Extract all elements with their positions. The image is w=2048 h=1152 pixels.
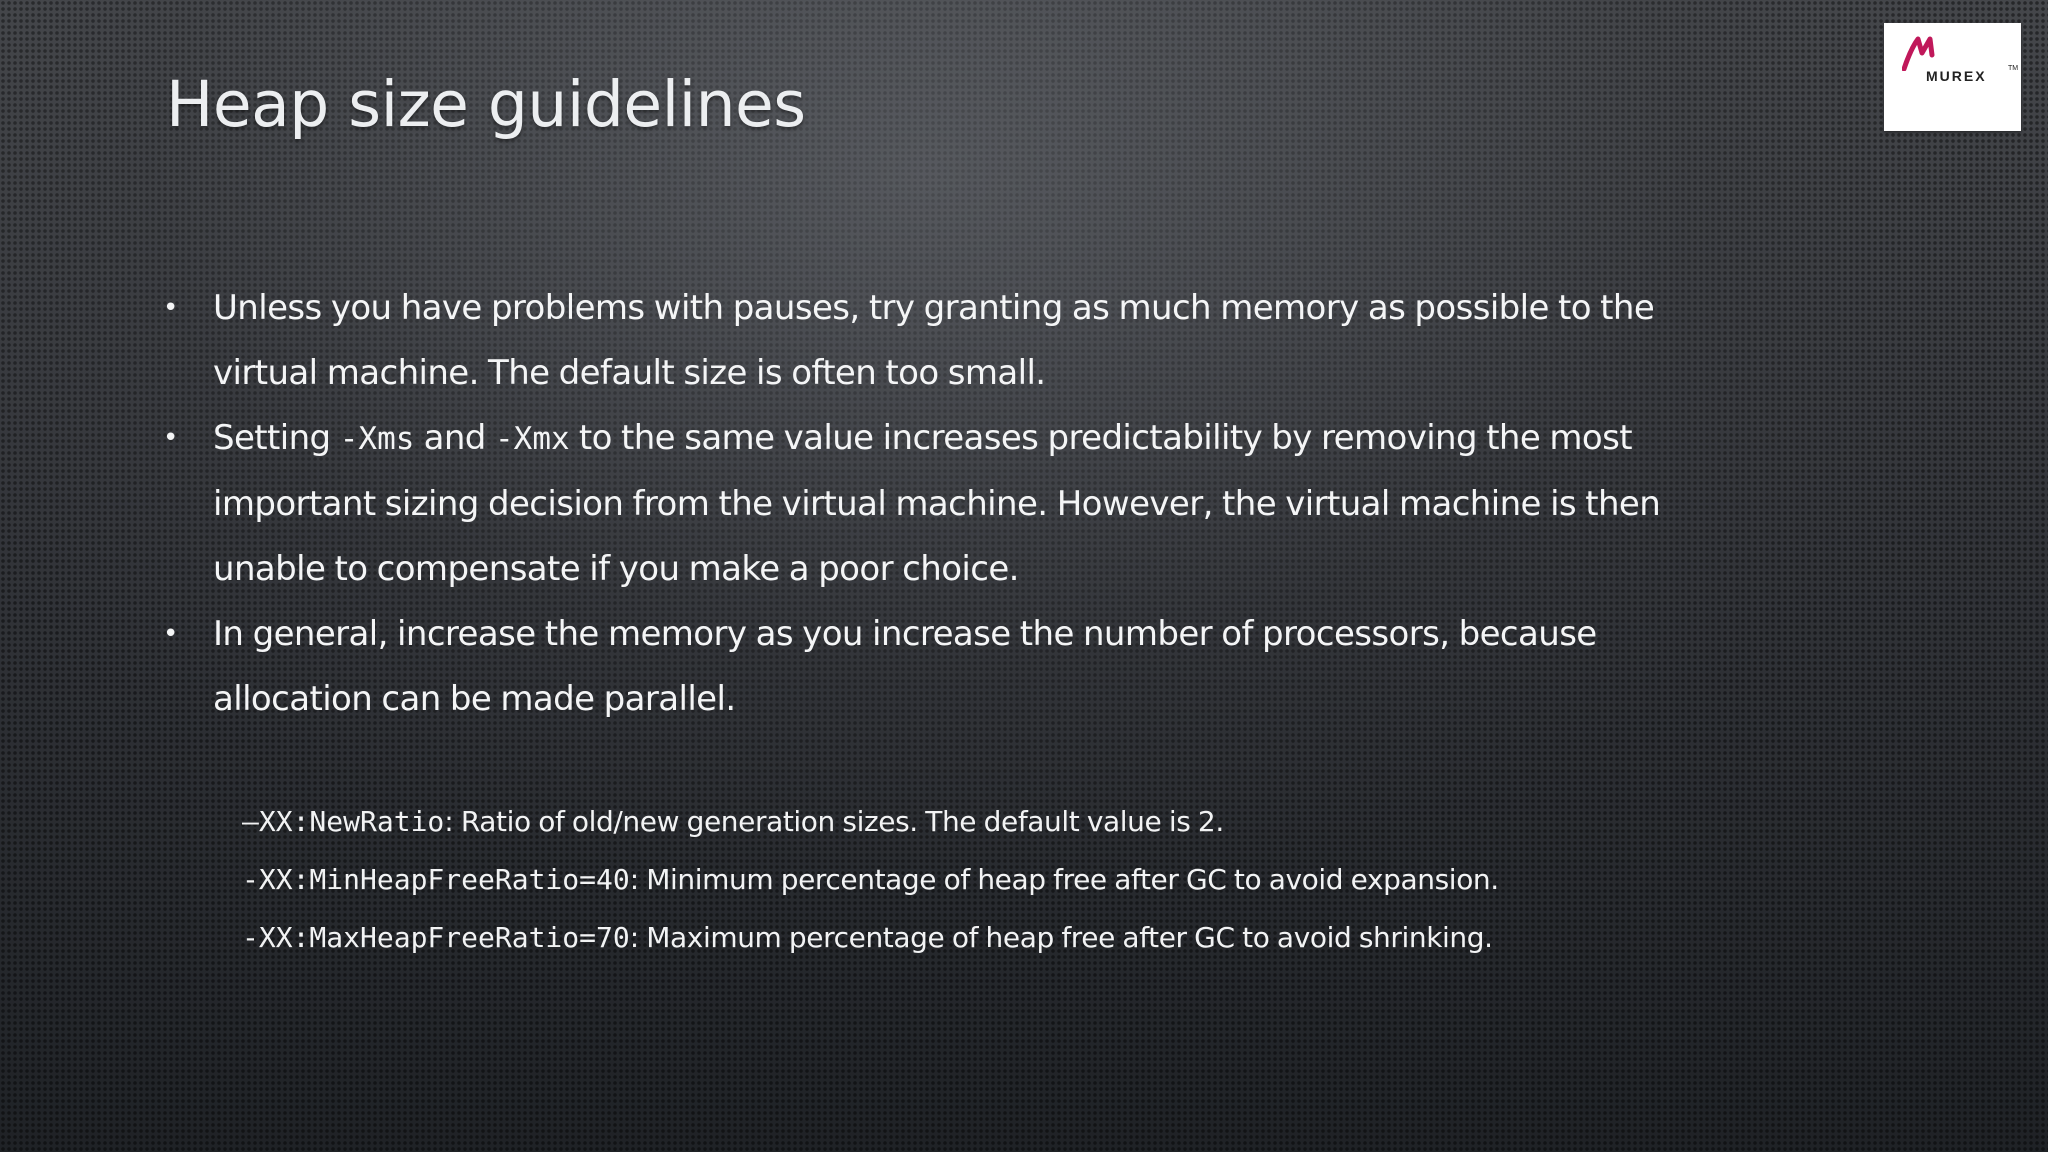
slide-title: Heap size guidelines <box>166 68 806 141</box>
code-xms: -Xms <box>339 421 415 457</box>
option-description: : Ratio of old/new generation sizes. The default value is 2. <box>444 805 1224 838</box>
bullet-marker: • <box>163 293 178 323</box>
logo-trademark: TM <box>2008 65 2019 72</box>
bullet-text: Setting <box>213 418 340 458</box>
option-flag: -XX:MinHeapFreeRatio=40 <box>242 863 630 896</box>
option-flag: –XX:NewRatio <box>242 805 445 838</box>
jvm-option <box>242 851 1499 909</box>
bullet-marker: • <box>163 423 178 453</box>
murex-logo-mark <box>1902 35 1942 71</box>
bullet-text: to the same value increases predictability by removing the most important sizing decision from the virtual machine. However, the virtual machine is then unable to compensate if you make a poor choice. <box>213 418 1661 589</box>
option-description: : Maximum percentage of heap free after GC to avoid shrinking. <box>629 921 1493 954</box>
jvm-options-list <box>242 793 1499 967</box>
logo-wordmark: MUREX <box>1926 68 1987 84</box>
bullet-marker: • <box>163 619 178 649</box>
bullet-item <box>163 276 1763 406</box>
bullet-text: In general, increase the memory as you increase the number of processors, because allocation can be made parallel. <box>213 614 1597 719</box>
jvm-option <box>242 909 1499 967</box>
bullet-text: Unless you have problems with pauses, try granting as much memory as possible to the virtual machine. The default size is often too small. <box>213 288 1655 393</box>
option-flag: -XX:MaxHeapFreeRatio=70 <box>242 921 630 954</box>
murex-logo <box>1884 23 2021 131</box>
bullet-text: and <box>414 418 495 458</box>
code-xmx: -Xmx <box>495 421 570 457</box>
bullet-item <box>163 602 1763 732</box>
option-description: : Minimum percentage of heap free after GC to avoid expansion. <box>629 863 1499 896</box>
bullet-list <box>163 276 1763 732</box>
bullet-item <box>163 406 1763 602</box>
jvm-option <box>242 793 1499 851</box>
